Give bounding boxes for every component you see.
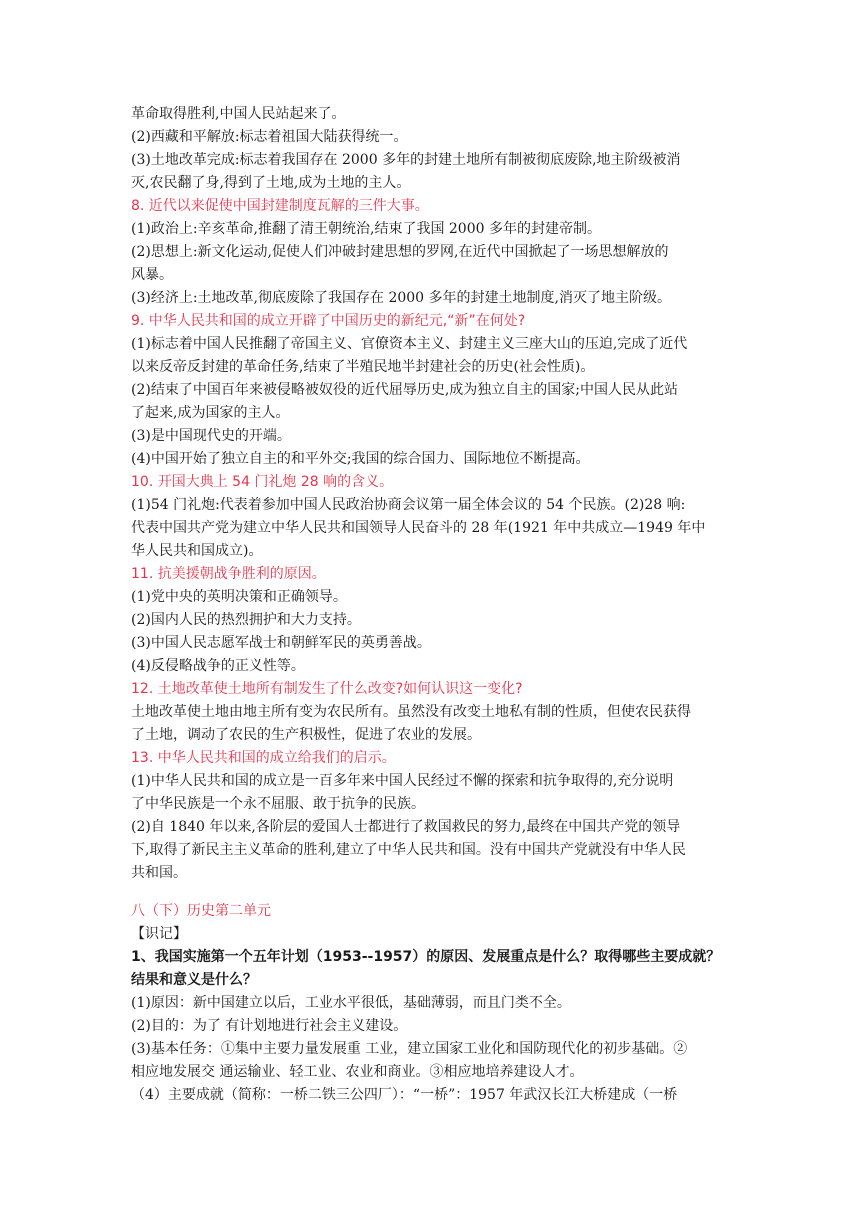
section-heading: 八（下）历史第二单元 (131, 903, 271, 919)
question-heading: 9. 中华人民共和国的成立开辟了中国历史的新纪元,“新”在何处? (131, 313, 526, 329)
text-line: (2)自 1840 年以来,各阶层的爱国人士都进行了救国救民的努力,最终在中国共产党的领导 (131, 819, 681, 835)
text-line: 华人民共和国成立)。 (131, 543, 263, 559)
bold-question: 1、我国实施第一个五年计划（1953--1957）的原因、发展重点是什么？取得哪些主要成就？ (131, 949, 721, 965)
text-line: 风暴。 (131, 267, 173, 283)
question-heading: 11. 抗美援朝战争胜利的原因。 (131, 566, 326, 582)
text-line: 灭,农民翻了身,得到了土地,成为土地的主人。 (131, 175, 411, 191)
text-line: (3)土地改革完成:标志着我国存在 2000 多年的封建土地所有制被彻底废除,地主阶级被消 (131, 152, 681, 168)
document-page (131, 103, 736, 1107)
question-heading: 10. 开国大典上 54 门礼炮 28 响的含义。 (131, 474, 394, 490)
text-line: 共和国。 (131, 865, 187, 881)
text-line: 了中华民族是一个永不屈服、敢于抗争的民族。 (131, 796, 425, 812)
text-line: (1)54 门礼炮:代表着参加中国人民政治协商会议第一届全体会议的 54 个民族。(2)28 响: (131, 497, 686, 513)
text-line: (3)经济上:土地改革,彻底废除了我国存在 2000 多年的封建土地制度,消灭了地主阶级。 (131, 290, 671, 306)
text-line: (1)标志着中国人民推翻了帝国主义、官僚资本主义、封建主义三座大山的压迫,完成了近代 (131, 336, 688, 352)
text-line: (2)目的：为了 有计划地进行社会主义建设。 (131, 1018, 408, 1034)
document-body-part1 (131, 103, 736, 885)
text-line: (2)结束了中国百年来被侵略被奴役的近代屈辱历史,成为独立自主的国家;中国人民从此站 (131, 382, 678, 398)
text-line: (4)反侵略战争的正义性等。 (131, 658, 305, 674)
text-line: 代表中国共产党为建立中华人民共和国领导人民奋斗的 28 年(1921 年中共成立—1949 年中 (131, 520, 706, 536)
text-line: (2)国内人民的热烈拥护和大力支持。 (131, 612, 361, 628)
question-heading: 13. 中华人民共和国的成立给我们的启示。 (131, 750, 396, 766)
question-heading: 8. 近代以来促使中国封建制度瓦解的三件大事。 (131, 198, 429, 214)
document-body-part2 (131, 923, 736, 1107)
text-line: (1)党中央的英明决策和正确领导。 (131, 589, 347, 605)
text-line: (3)中国人民志愿军战士和朝鲜军民的英勇善战。 (131, 635, 431, 651)
text-line: (2)西藏和平解放:标志着祖国大陆获得统一。 (131, 129, 408, 145)
text-line: 以来反帝反封建的革命任务,结束了半殖民地半封建社会的历史(社会性质)。 (131, 359, 595, 375)
text-line: (2)思想上:新文化运动,促使人们冲破封建思想的罗网,在近代中国掀起了一场思想解放的 (131, 244, 669, 260)
text-line: （4）主要成就（简称：一桥二铁三公四厂）：“一桥”：1957 年武汉长江大桥建成（一桥 (131, 1087, 678, 1103)
text-line: (4)中国开始了独立自主的和平外交;我国的综合国力、国际地位不断提高。 (131, 451, 590, 467)
text-line: (1)原因：新中国建立以后，工业水平很低，基础薄弱，而且门类不全。 (131, 995, 571, 1011)
text-line: 了起来,成为国家的主人。 (131, 405, 290, 421)
blank-spacer (131, 885, 736, 899)
bold-question: 结果和意义是什么？ (131, 972, 257, 988)
text-line: (1)政治上:辛亥革命,推翻了清王朝统治,结束了我国 2000 多年的封建帝制。 (131, 221, 601, 237)
text-line: 相应地发展交 通运输业、轻工业、农业和商业。③相应地培养建设人才。 (131, 1064, 584, 1080)
text-line: 革命取得胜利,中国人民站起来了。 (131, 106, 346, 122)
question-heading: 12. 土地改革使土地所有制发生了什么改变?如何认识这一变化? (131, 681, 523, 697)
text-line: 下,取得了新民主主义革命的胜利,建立了中华人民共和国。没有中国共产党就没有中华人民 (131, 842, 686, 858)
text-line: 【识记】 (131, 926, 187, 942)
text-line: 土地改革使土地由地主所有变为农民所有。虽然没有改变土地私有制的性质，但使农民获得 (131, 704, 691, 720)
text-line: (1)中华人民共和国的成立是一百多年来中国人民经过不懈的探索和抗争取得的,充分说明 (131, 773, 674, 789)
text-line: (3)基本任务：①集中主要力量发展重 工业，建立国家工业化和国防现代化的初步基础。② (131, 1041, 688, 1057)
text-line: 了土地，调动了农民的生产积极性，促进了农业的发展。 (131, 727, 481, 743)
text-line: (3)是中国现代史的开端。 (131, 428, 291, 444)
